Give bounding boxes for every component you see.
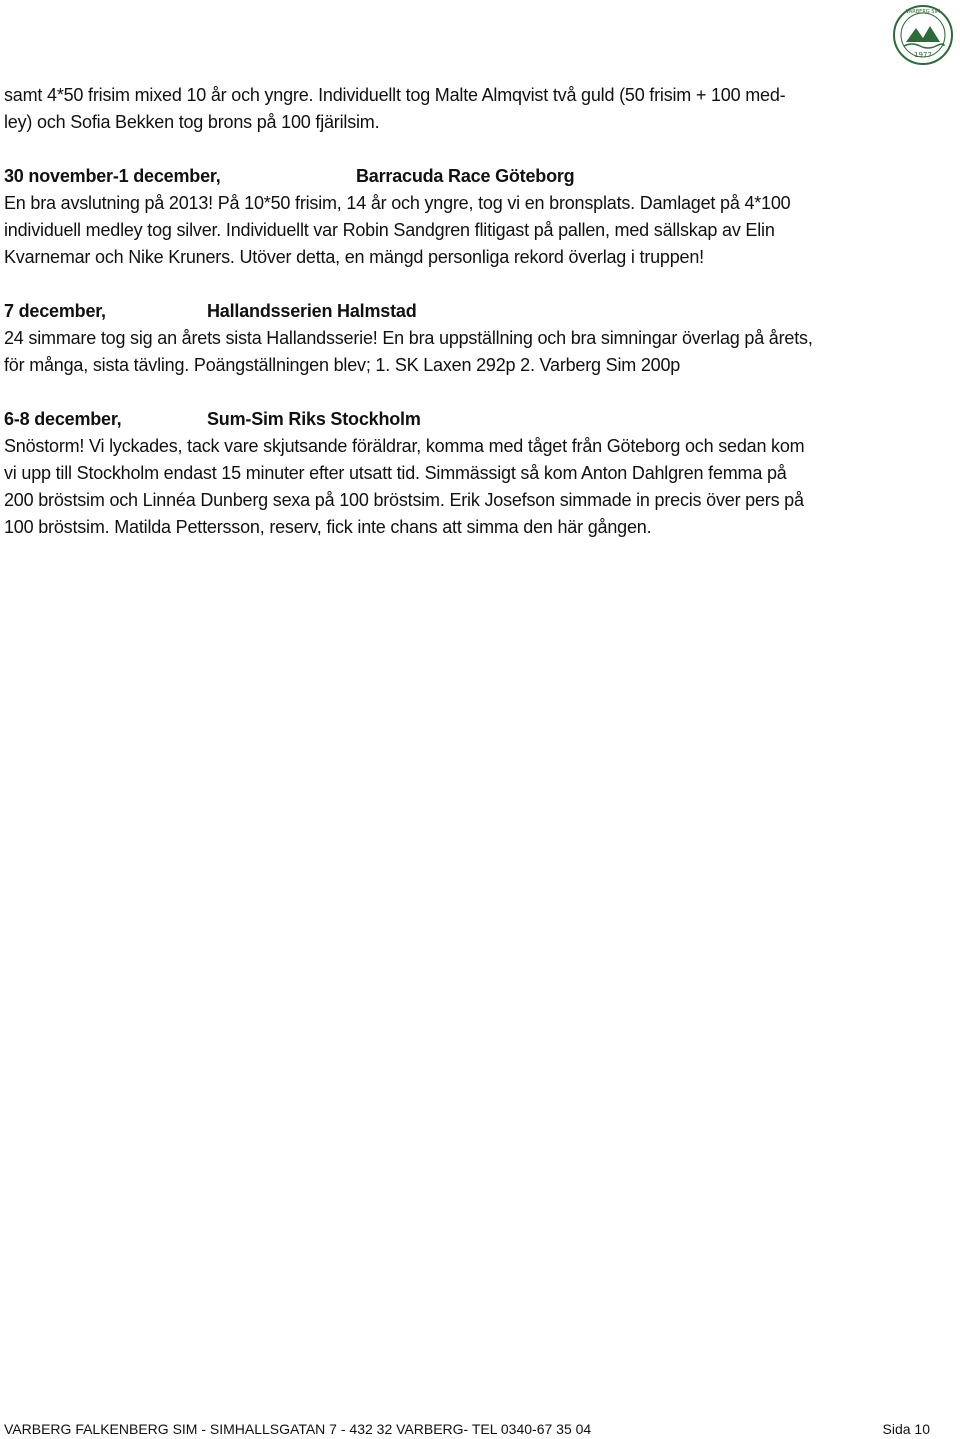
heading-event: Hallandsserien Halmstad bbox=[207, 301, 417, 321]
text-line: Kvarnemar och Nike Kruners. Utöver detta, en mängd personliga rekord överlag i truppen! bbox=[4, 247, 704, 267]
section-heading bbox=[4, 298, 952, 325]
text-line: individuell medley tog silver. Individuellt var Robin Sandgren flitigast på pallen, med sällskap av Elin bbox=[4, 220, 775, 240]
heading-date: 7 december, bbox=[4, 301, 106, 321]
page-number: Sida 10 bbox=[882, 1421, 930, 1437]
text-line: samt 4*50 frisim mixed 10 år och yngre. Individuellt tog Malte Almqvist två guld (50 frisim + 100 med- bbox=[4, 85, 786, 105]
text-line: för många, sista tävling. Poängställningen blev; 1. SK Laxen 292p 2. Varberg Sim 200p bbox=[4, 355, 681, 375]
text-line: 200 bröstsim och Linnéa Dunberg sexa på 100 bröstsim. Erik Josefson simmade in precis över pers på bbox=[4, 490, 804, 510]
text-line: vi upp till Stockholm endast 15 minuter efter utsatt tid. Simmässigt så kom Anton Dahlgren femma på bbox=[4, 463, 787, 483]
svg-text:1977: 1977 bbox=[914, 51, 932, 59]
club-logo bbox=[892, 4, 954, 66]
heading-date: 30 november-1 december, bbox=[4, 166, 221, 186]
heading-event: Sum-Sim Riks Stockholm bbox=[207, 409, 421, 429]
footer-address: VARBERG FALKENBERG SIM - SIMHALLSGATAN 7 - 432 32 VARBERG- TEL 0340-67 35 04 bbox=[4, 1421, 592, 1437]
heading-date: 6-8 december, bbox=[4, 409, 122, 429]
text-line: 24 simmare tog sig an årets sista Hallandsserie! En bra uppställning och bra simningar överlag på årets, bbox=[4, 328, 813, 348]
text-line: En bra avslutning på 2013! På 10*50 frisim, 14 år och yngre, tog vi en bronsplats. Damlaget på 4*100 bbox=[4, 193, 791, 213]
text-line: ley) och Sofia Bekken tog brons på 100 fjärilsim. bbox=[4, 112, 380, 132]
heading-event: Barracuda Race Göteborg bbox=[356, 166, 575, 186]
section-heading bbox=[4, 163, 952, 190]
text-line: 100 bröstsim. Matilda Pettersson, reserv, fick inte chans att simma den här gången. bbox=[4, 517, 652, 537]
section-heading bbox=[4, 406, 952, 433]
page-footer bbox=[4, 1419, 930, 1439]
document-body bbox=[4, 82, 952, 541]
text-line: Snöstorm! Vi lyckades, tack vare skjutsande föräldrar, komma med tåget från Göteborg och sedan kom bbox=[4, 436, 805, 456]
svg-text:VARBERG SIM: VARBERG SIM bbox=[905, 9, 941, 15]
